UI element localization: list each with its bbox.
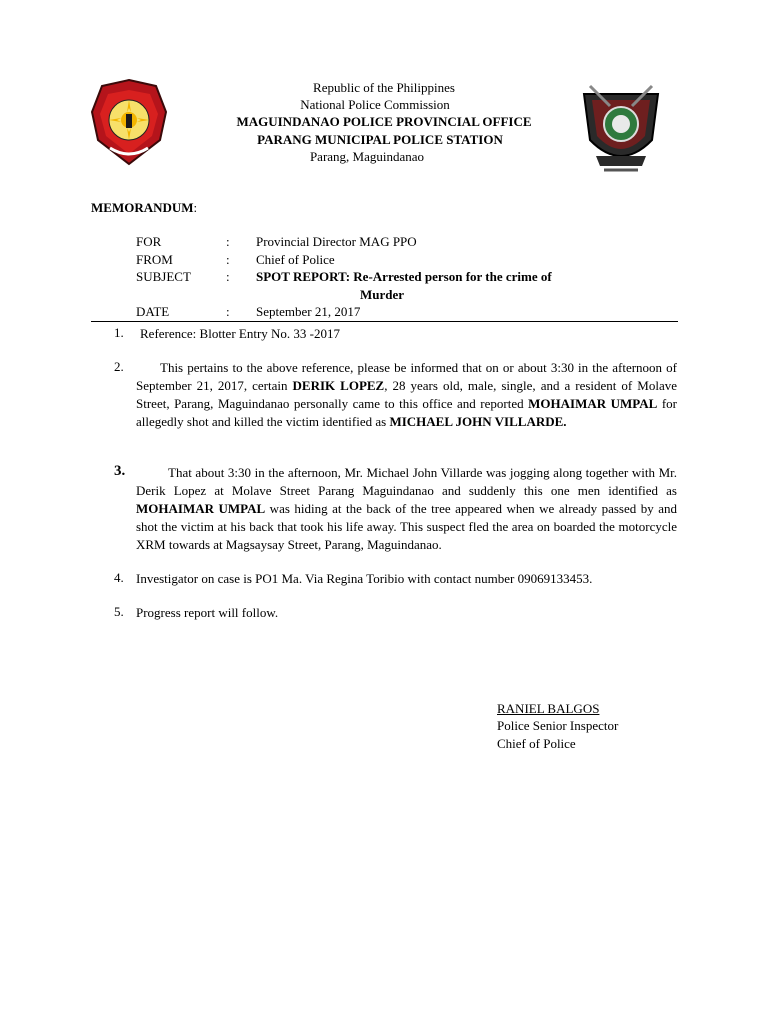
suspect-name: MOHAIMAR UMPAL [528,396,658,411]
item-number-5: 5. [114,604,124,619]
memo-value: SPOT REPORT: Re-Arrested person for the crime of [256,269,552,284]
memo-value: Provincial Director MAG PPO [256,234,417,249]
item-number-1: 1. [114,325,124,340]
header-location: Parang, Maguindanao [309,149,425,164]
memo-colon: : [226,304,230,319]
victim-name: MICHAEL JOHN VILLARDE [389,414,564,429]
memo-value-continued: Murder [360,287,405,302]
header-commission: National Police Commission [300,97,450,112]
memo-value: September 21, 2017 [256,304,361,319]
memo-colon: : [226,234,230,249]
item-2-text: This pertains to the above reference, please be informed that on or about 3:30 in the afternoon of September 21, 2017, certain DERIK LOPEZ, 28 years old, male, single, and a resident of Molave Street, Parang, Maguindanao personally came to this office and reported MOHAIMAR UMPAL for allegedly shot and killed the victim identified as MICHAEL JOHN VILLARDE. [136,360,677,429]
header-republic: Republic of the Philippines [313,80,455,95]
memo-heading: MEMORANDUM: [91,200,198,215]
memo-value: Chief of Police [256,252,335,267]
signatory-rank: Police Senior Inspector [497,718,619,733]
memo-label: DATE [136,304,170,319]
item-1-text: Reference: Blotter Entry No. 33 -2017 [140,326,340,341]
signatory-position: Chief of Police [497,736,576,751]
item-number-2: 2. [114,359,124,374]
header-station: PARANG MUNICIPAL POLICE STATION [257,132,503,147]
item-3-text: That about 3:30 in the afternoon, Mr. Michael John Villarde was jogging along together with Mr. Derik Lopez at Molave Street Parang Maguindanao and suddenly this one men identified as MOHAIMAR UMPAL was hiding at the back of the tree appeared when we already passed by and shot the victim at his back that took his life away. This suspect fled the area on boarded the motorcycle XRM towards at Magsaysay Street, Parang, Maguindanao. [136,465,677,552]
memo-colon: : [226,269,230,284]
item-4-text: Investigator on case is PO1 Ma. Via Regina Toribio with contact number 09069133453. [136,571,593,586]
header-provincial-office: MAGUINDANAO POLICE PROVINCIAL OFFICE [236,114,532,129]
signatory-name: RANIEL BALGOS [497,701,600,716]
memo-label: FROM [136,252,173,267]
suspect-name: MOHAIMAR UMPAL [136,501,266,516]
memo-label: SUBJECT [136,269,191,284]
item-5-text: Progress report will follow. [136,605,279,620]
witness-name: DERIK LOPEZ [292,378,385,393]
item-number-3: 3. [114,463,126,479]
memo-label: FOR [136,234,162,249]
memo-colon: : [226,252,230,267]
item-number-4: 4. [114,570,124,585]
header-divider [91,321,678,322]
